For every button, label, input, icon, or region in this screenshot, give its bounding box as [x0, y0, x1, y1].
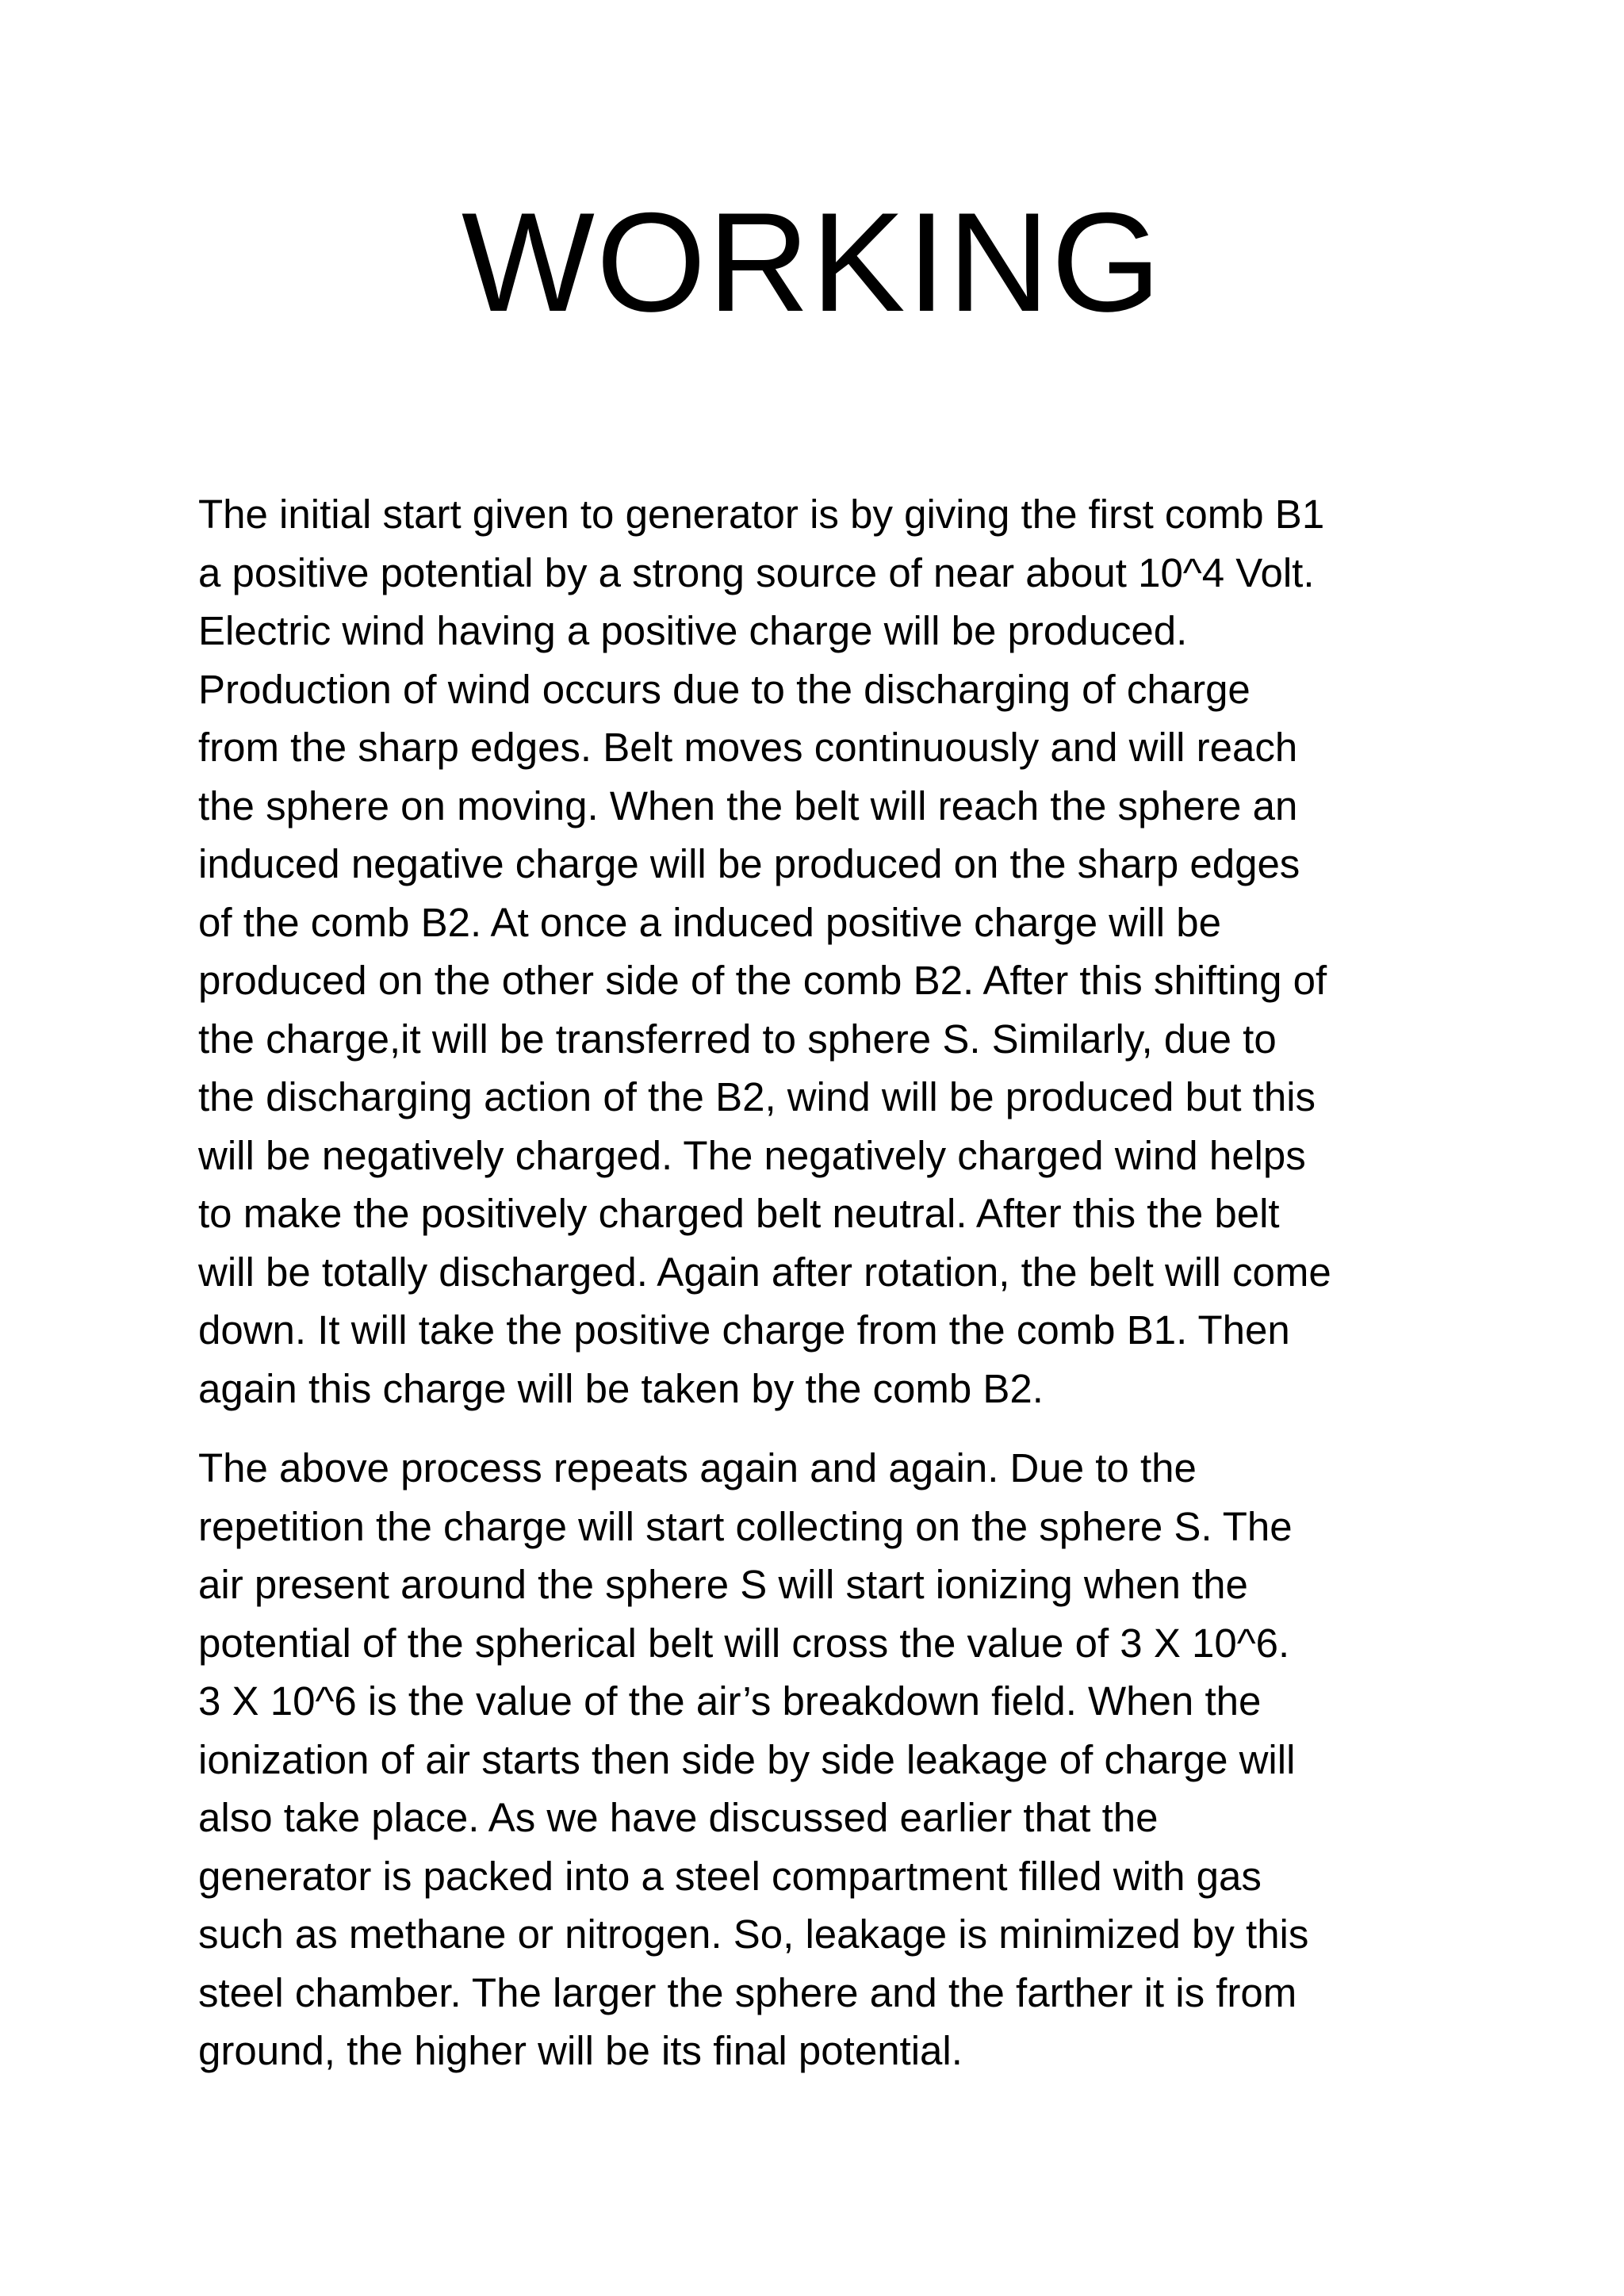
text-line: generator is packed into a steel compartment filled with gas [198, 1853, 1262, 1899]
text-line: The initial start given to generator is by giving the first comb B1 [198, 492, 1325, 537]
text-line: of the comb B2. At once a induced positive charge will be [198, 899, 1221, 945]
text-line: Electric wind having a positive charge will be produced. [198, 608, 1188, 653]
text-line: induced negative charge will be produced on the sharp edges [198, 841, 1300, 886]
page-title: WORKING [461, 183, 1163, 341]
text-line: 3 X 10^6 is the value of the air’s breakdown field. When the [198, 1678, 1262, 1724]
text-line: again this charge will be taken by the comb B2. [198, 1365, 1044, 1411]
text-line: to make the positively charged belt neutral. After this the belt [198, 1191, 1280, 1236]
text-line: a positive potential by a strong source of near about 10^4 Volt. [198, 549, 1315, 595]
text-line: The above process repeats again and again. Due to the [198, 1445, 1197, 1490]
text-line: will be totally discharged. Again after rotation, the belt will come [198, 1249, 1331, 1295]
text-line: repetition the charge will start collecting on the sphere S. The [198, 1503, 1293, 1549]
text-line: the discharging action of the B2, wind will be produced but this [198, 1074, 1316, 1119]
text-line: such as methane or nitrogen. So, leakage is minimized by this [198, 1911, 1309, 1957]
text-line: down. It will take the positive charge from the comb B1. Then [198, 1307, 1290, 1353]
text-line: air present around the sphere S will start ionizing when the [198, 1562, 1248, 1607]
text-line: ground, the higher will be its final potential. [198, 2028, 963, 2073]
text-line: potential of the spherical belt will cross the value of 3 X 10^6. [198, 1620, 1290, 1666]
text-line: ionization of air starts then side by side leakage of charge will [198, 1736, 1296, 1782]
text-line: will be negatively charged. The negatively charged wind helps [198, 1132, 1306, 1178]
text-line: the sphere on moving. When the belt will reach the sphere an [198, 783, 1298, 828]
text-line: the charge,it will be transferred to sphere S. Similarly, due to [198, 1016, 1277, 1062]
paragraph-1 [198, 485, 1451, 1418]
text-line: also take place. As we have discussed earlier that the [198, 1795, 1159, 1840]
text-line: from the sharp edges. Belt moves continuously and will reach [198, 725, 1298, 770]
paragraph-2 [198, 1439, 1451, 2080]
text-line: Production of wind occurs due to the discharging of charge [198, 666, 1251, 712]
text-line: steel chamber. The larger the sphere and the farther it is from [198, 1969, 1297, 2015]
text-line: produced on the other side of the comb B2. After this shifting of [198, 958, 1327, 1003]
